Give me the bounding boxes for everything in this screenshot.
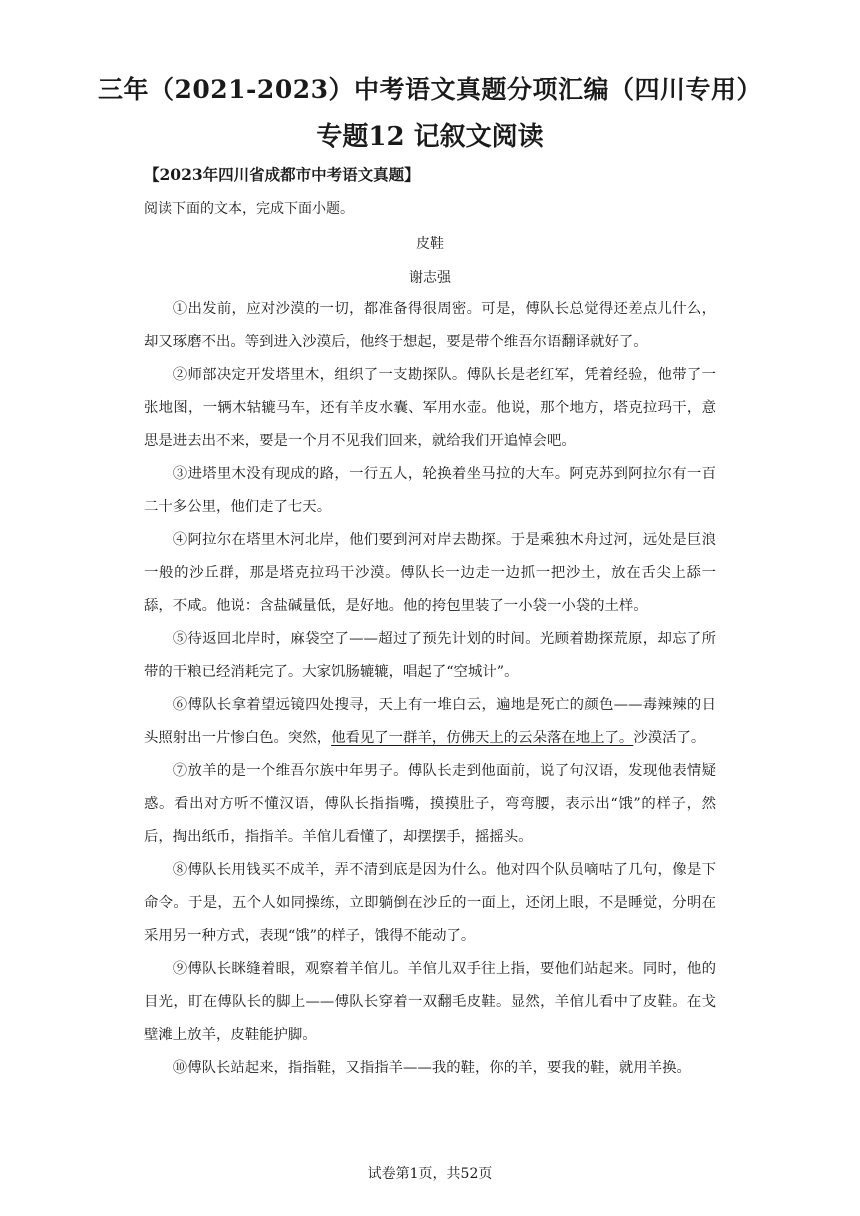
paragraph-1: ①出发前，应对沙漠的一切，都准备得很周密。可是，傅队长总觉得还差点儿什么，却又琢磨不出。等到进入沙漠后，他终于想起，要是带个维吾尔语翻译就好了。: [144, 301, 716, 350]
paragraph-6: [144, 689, 716, 755]
underlined-sentence: 他看见了一群羊，仿佛天上的云朵落在地上了。: [331, 730, 634, 746]
paragraph-3: ③进塔里木没有现成的路，一行五人，轮换着坐马拉的大车。阿克苏到阿拉尔有一百二十多公里，他们走了七天。: [144, 466, 716, 515]
paragraph-2: ②师部决定开发塔里木，组织了一支勘探队。傅队长是老红军，凭着经验，他带了一张地图，一辆木轱辘马车，还有羊皮水囊、军用水壶。他说，那个地方，塔克拉玛干，意思是进去出不来，要是一个月不见我们回来，就给我们开追悼会吧。: [144, 367, 716, 449]
page-footer: 试卷第1页，共52页: [367, 1166, 493, 1182]
reading-instruction: 阅读下面的文本，完成下面小题。: [144, 201, 354, 217]
paragraph-5: ⑤待返回北岸时，麻袋空了——超过了预先计划的时间。光顾着勘探荒原，却忘了所带的干粮已经消耗完了。大家饥肠辘辘，唱起了“空城计”。: [144, 631, 716, 680]
paragraph-6-lead: ⑥傅队长拿着望远镜四处搜寻，天上有一堆白云，遍地是死亡的颜色——毒辣辣的日头照射出一片惨白色。突然，: [144, 697, 716, 746]
paragraph-6-tail: 沙漠活了。: [633, 730, 706, 746]
paragraph-8: ⑧傅队长用钱买不成羊，弄不清到底是因为什么。他对四个队员嘀咕了几句，像是下命令。于是，五个人如同操练，立即躺倒在沙丘的一面上，还闭上眼，不是睡觉，分明在采用另一种方式，表现“饿”的样子，饿得不能动了。: [144, 862, 716, 944]
paragraph-4: ④阿拉尔在塔里木河北岸，他们要到河对岸去勘探。于是乘独木舟过河，远处是巨浪一般的沙丘群，那是塔克拉玛干沙漠。傅队长一边走一边抓一把沙土，放在舌尖上舔一舔，不咸。他说：含盐碱量低，是好地。他的挎包里装了一小袋一小袋的土样。: [144, 532, 716, 614]
essay-title: 皮鞋: [416, 236, 444, 252]
question-source: 【2023年四川省成都市中考语文真题】: [144, 165, 420, 184]
paragraph-7: ⑦放羊的是一个维吾尔族中年男子。傅队长走到他面前，说了句汉语，发现他表情疑惑。看出对方听不懂汉语，傅队长指指嘴，摸摸肚子，弯弯腰，表示出“饿”的样子，然后，掏出纸币，指指羊。羊倌儿看懂了，却摆摆手，摇摇头。: [144, 763, 716, 845]
essay-body: [144, 293, 716, 1085]
topic-subtitle: 专题12 记叙文阅读: [316, 122, 544, 152]
essay-author: 谢志强: [409, 270, 451, 286]
document-title: 三年（2021-2023）中考语文真题分项汇编（四川专用）: [97, 75, 763, 104]
paragraph-10: ⑩傅队长站起来，指指鞋，又指指羊——我的鞋，你的羊，要我的鞋，就用羊换。: [172, 1060, 691, 1076]
paragraph-9: ⑨傅队长眯缝着眼，观察着羊倌儿。羊倌儿双手往上指，要他们站起来。同时，他的目光，盯在傅队长的脚上——傅队长穿着一双翻毛皮鞋。显然，羊倌儿看中了皮鞋。在戈壁滩上放羊，皮鞋能护脚。: [144, 961, 716, 1043]
